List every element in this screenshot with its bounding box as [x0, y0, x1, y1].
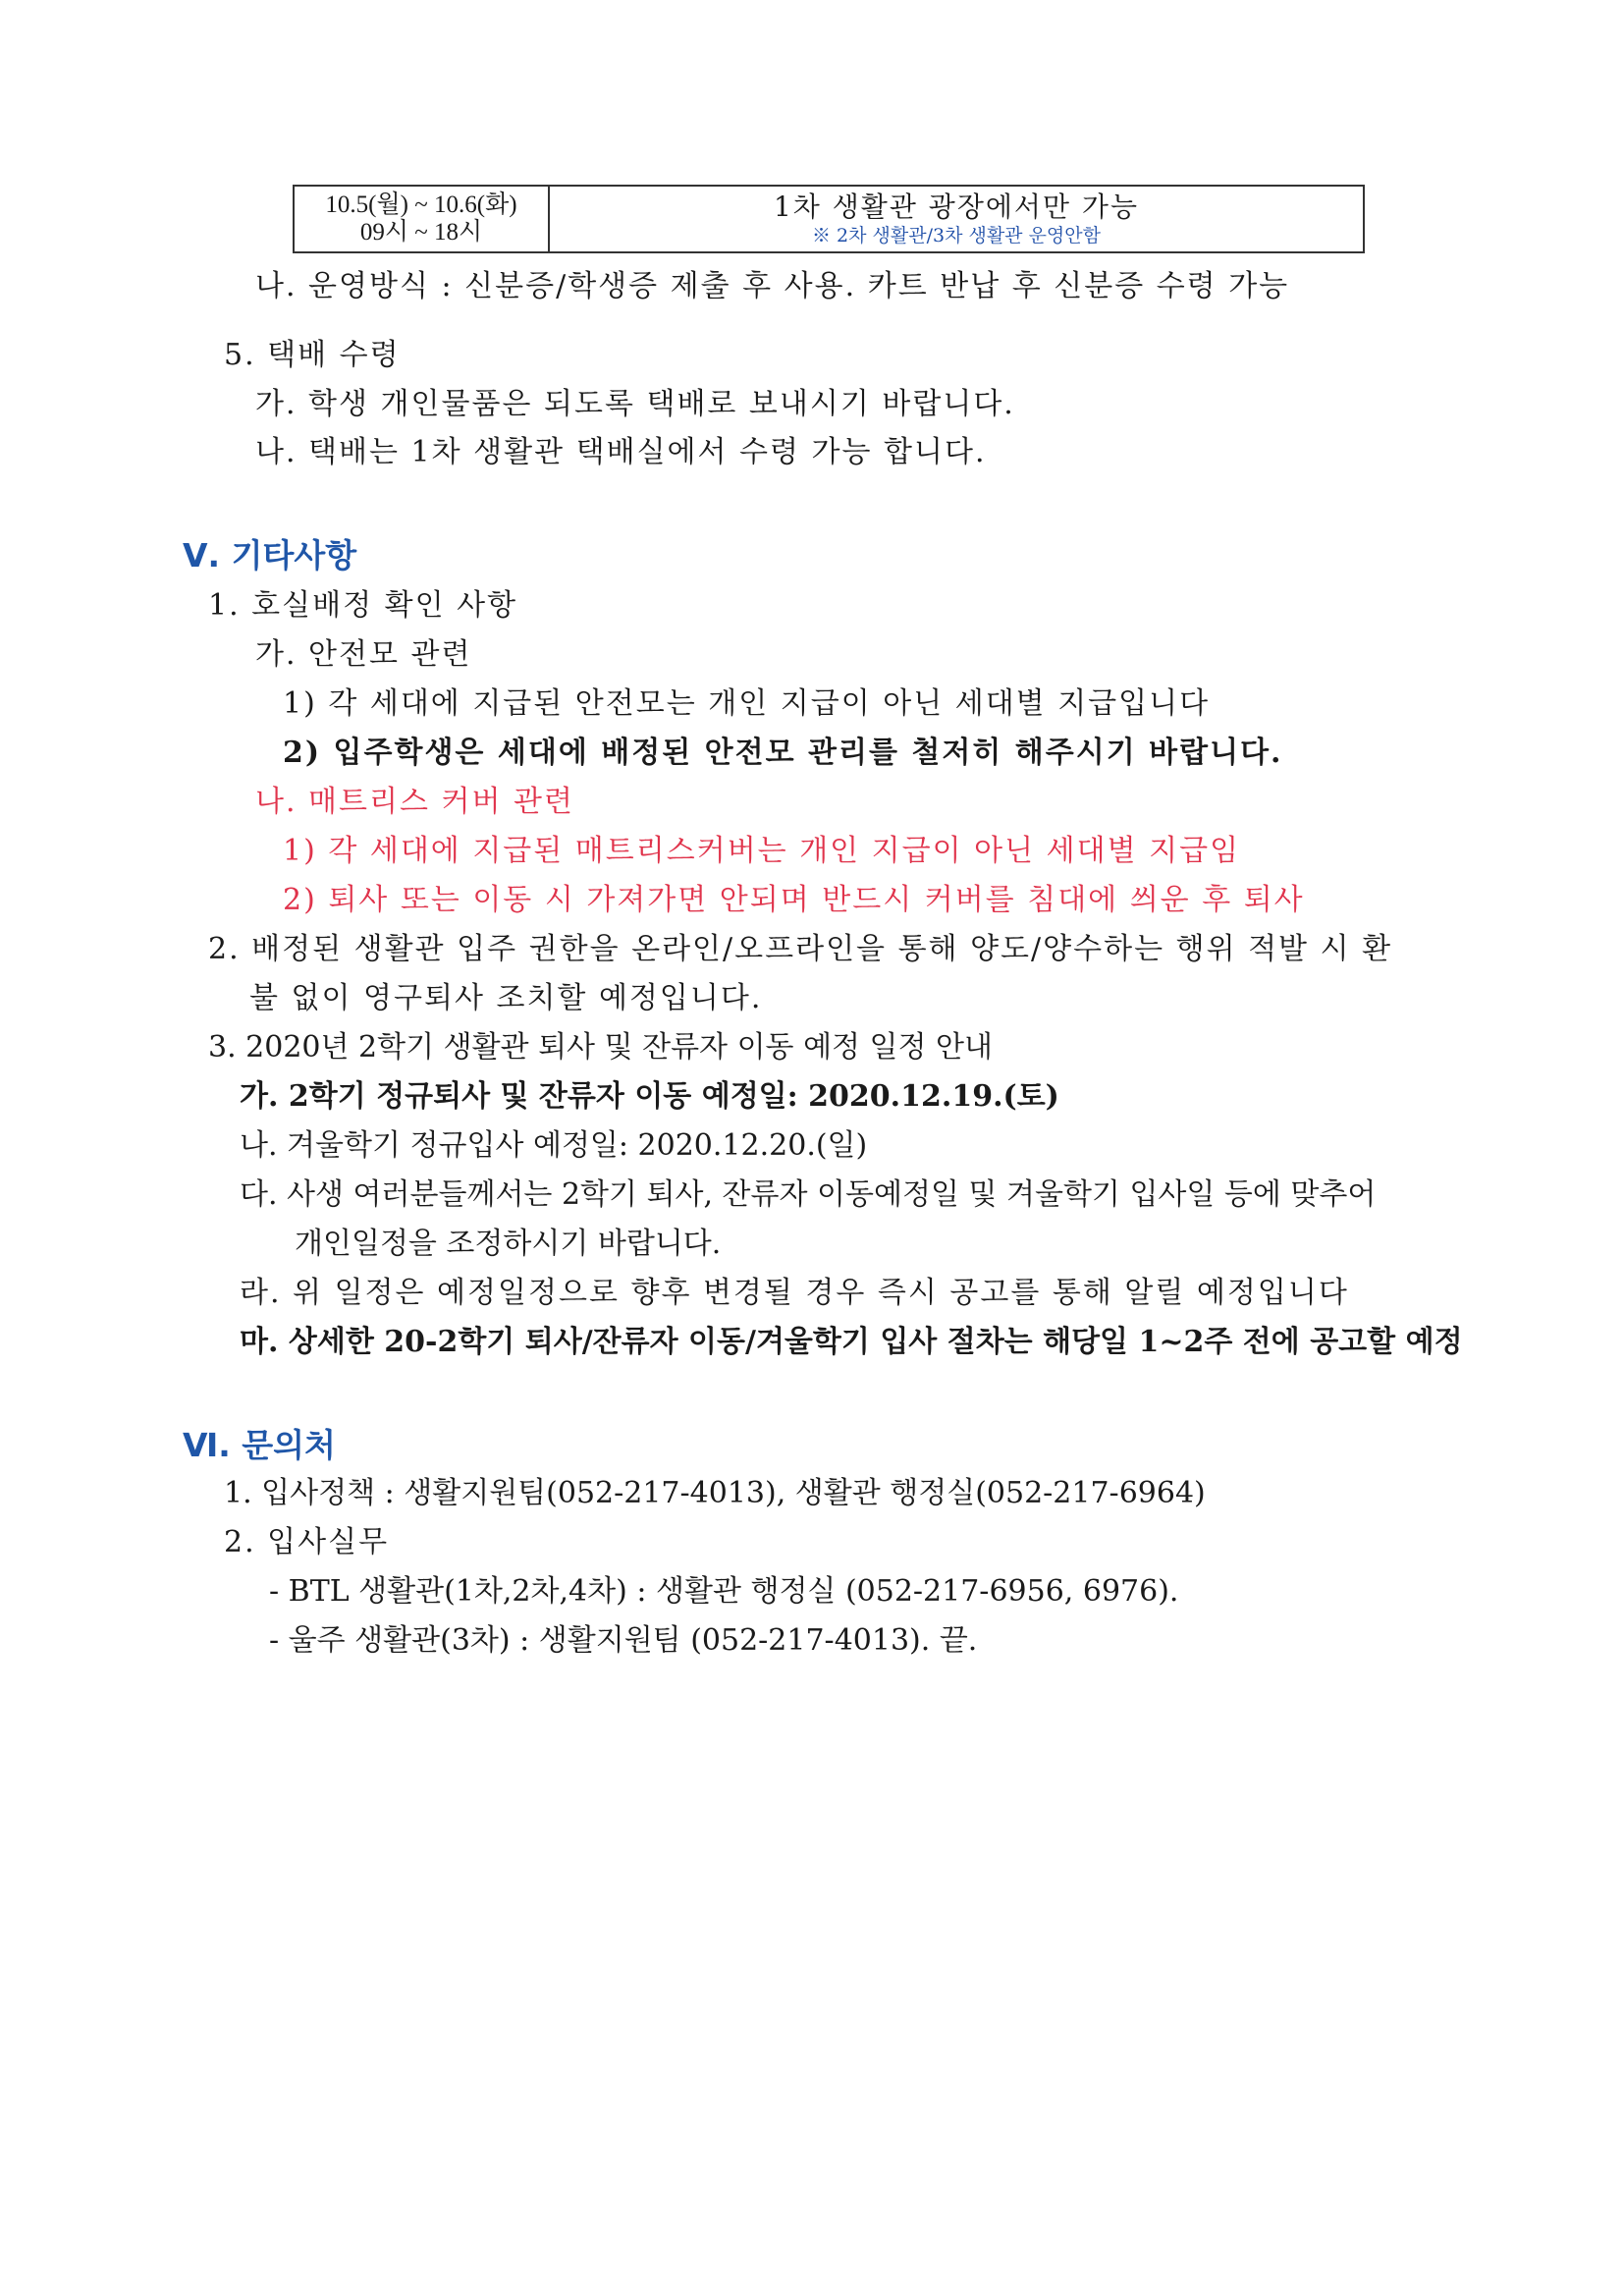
helmet-item-1: 1) 각 세대에 지급된 안전모는 개인 지급이 아닌 세대별 지급입니다 — [283, 686, 1211, 721]
section-5-heading: Ⅴ. 기타사항 — [183, 536, 357, 574]
contact-btl: - BTL 생활관(1차,2차,4차) : 생활관 행정실 (052-217-6956, 6976). — [269, 1574, 1179, 1609]
room-assign-title: 1. 호실배정 확인 사항 — [208, 588, 518, 623]
schedule-notice-e: 마. 상세한 20-2학기 퇴사/잔류자 이동/겨울학기 입사 절차는 해당일 1~2주 전에 공고할 예정 — [240, 1325, 1463, 1359]
schedule-table — [293, 185, 1365, 253]
contact-practice-title: 2. 입사실무 — [224, 1525, 390, 1559]
schedule-notice-c-line-2: 개인일정을 조정하시기 바랍니다. — [295, 1227, 722, 1261]
parcel-title: 5. 택배 수령 — [224, 338, 401, 372]
transfer-warning-line-1: 2. 배정된 생활관 입주 권한을 온라인/오프라인을 통해 양도/양수하는 행위 적발 시 환 — [208, 932, 1393, 966]
schedule-dates: 10.5(월) ~ 10.6(화) — [325, 191, 517, 218]
schedule-note: ※ 2차 생활관/3차 생활관 운영안함 — [812, 225, 1101, 246]
schedule-notice-b: 나. 겨울학기 정규입사 예정일: 2020.12.20.(일) — [240, 1128, 868, 1163]
parcel-item-a: 가. 학생 개인물품은 되도록 택배로 보내시기 바랍니다. — [255, 387, 1015, 421]
schedule-place: 1차 생활관 광장에서만 가능 — [773, 191, 1140, 223]
schedule-date-cell — [295, 187, 550, 251]
mattress-item-2: 2) 퇴사 또는 이동 시 가져가면 안되며 반드시 커버를 침대에 씌운 후 퇴사 — [283, 883, 1305, 917]
parcel-item-b: 나. 택배는 1차 생활관 택배실에서 수령 가능 합니다. — [255, 435, 987, 469]
schedule-notice-a: 가. 2학기 정규퇴사 및 잔류자 이동 예정일: 2020.12.19.(토) — [240, 1079, 1059, 1114]
schedule-place-cell — [550, 187, 1363, 251]
helmet-item-2: 2) 입주학생은 세대에 배정된 안전모 관리를 철저히 해주시기 바랍니다. — [283, 736, 1283, 770]
helmet-title: 가. 안전모 관련 — [255, 637, 472, 672]
mattress-item-1: 1) 각 세대에 지급된 매트리스커버는 개인 지급이 아닌 세대별 지급임 — [283, 834, 1241, 868]
section-6-heading: Ⅵ. 문의처 — [183, 1426, 336, 1464]
transfer-warning-line-2: 불 없이 영구퇴사 조치할 예정입니다. — [249, 981, 763, 1015]
schedule-notice-title: 3. 2020년 2학기 생활관 퇴사 및 잔류자 이동 예정 일정 안내 — [208, 1030, 994, 1065]
schedule-notice-c-line-1: 다. 사생 여러분들께서는 2학기 퇴사, 잔류자 이동예정일 및 겨울학기 입사일 등에 맞추어 — [240, 1177, 1377, 1212]
schedule-notice-d: 라. 위 일정은 예정일정으로 향후 변경될 경우 즉시 공고를 통해 알릴 예정입니다 — [240, 1276, 1349, 1310]
schedule-hours: 09시 ~ 18시 — [359, 219, 483, 246]
contact-policy: 1. 입사정책 : 생활지원팀(052-217-4013), 생활관 행정실(052-217-6964) — [224, 1476, 1206, 1510]
contact-ulju: - 울주 생활관(3차) : 생활지원팀 (052-217-4013). 끝. — [269, 1623, 978, 1658]
operation-method: 나. 운영방식 : 신분증/학생증 제출 후 사용. 카트 반납 후 신분증 수령 가능 — [255, 269, 1290, 303]
mattress-title: 나. 매트리스 커버 관련 — [255, 785, 574, 819]
